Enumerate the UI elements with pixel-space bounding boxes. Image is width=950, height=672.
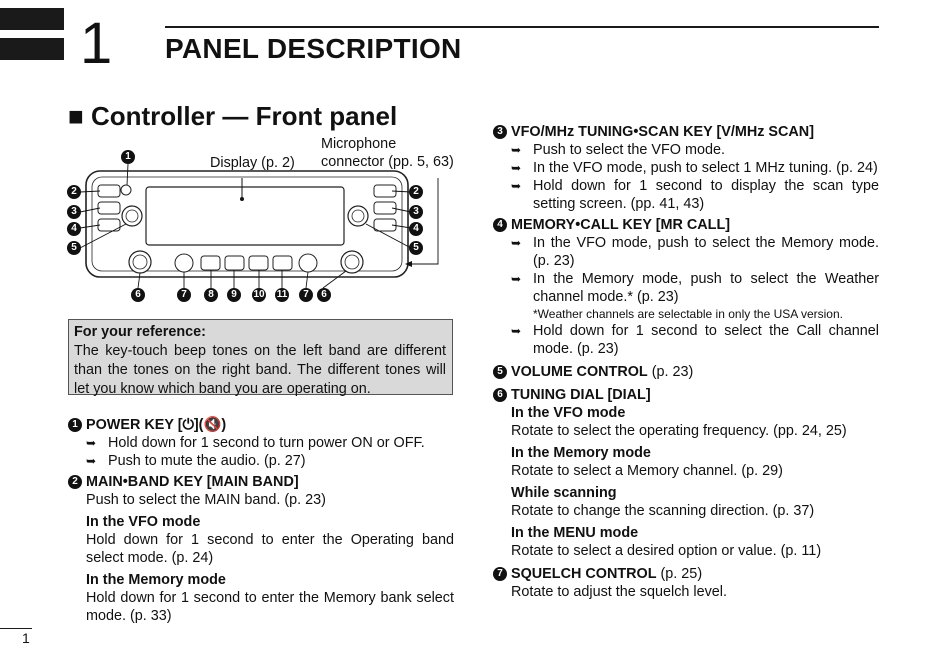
item-number: 6 [493, 388, 507, 402]
callout-number: 4 [67, 222, 81, 236]
sub-heading: In the MENU mode [511, 525, 639, 541]
item-title: VOLUME CONTROL [511, 364, 648, 380]
chapter-number: 1 [80, 11, 113, 76]
left-column [68, 416, 454, 625]
callout-number: 1 [121, 150, 135, 164]
front-panel-diagram [66, 138, 456, 308]
callout-number: 9 [227, 288, 241, 302]
arrow-bullet-icon: ➥ [511, 179, 522, 193]
display-label: Display (p. 2) [210, 155, 295, 171]
arrow-bullet-icon: ➥ [511, 143, 522, 157]
chapter-rule [165, 26, 879, 28]
mic-label-line2: connector (pp. 5, 63) [321, 154, 454, 170]
bullet: ➥ In the VFO mode, push to select 1 MHz tuning. (p. 24) [511, 160, 878, 176]
footnote: *Weather channels are selectable in only the USA version. [533, 307, 843, 321]
mic-label-line1: Microphone [321, 136, 397, 152]
sub-heading: In the VFO mode [86, 514, 201, 530]
footer-rule [0, 628, 32, 629]
callout-number: 5 [409, 241, 423, 255]
chapter-tab-bar-top [0, 8, 64, 30]
bullet: ➥ Hold down for 1 second to turn power ON or OFF. [86, 435, 425, 451]
section-title-text: Controller — Front panel [90, 101, 398, 131]
item-vfo-key [493, 123, 879, 213]
item-memory-call-key [493, 216, 879, 358]
section-title [68, 101, 397, 132]
callout-number: 2 [409, 185, 423, 199]
arrow-bullet-icon: ➥ [511, 161, 522, 175]
item-page-ref: (p. 23) [647, 364, 694, 380]
item-squelch-control [493, 565, 879, 601]
callout-number: 5 [67, 241, 81, 255]
item-title: VFO/MHz TUNING•SCAN KEY [V/MHz SCAN] [511, 124, 814, 140]
item-title: SQUELCH CONTROL [511, 566, 657, 582]
callout-number: 8 [204, 288, 218, 302]
callout-number: 3 [409, 205, 423, 219]
chapter-title: PANEL DESCRIPTION [165, 33, 462, 64]
arrow-bullet-icon: ➥ [511, 324, 522, 338]
reference-title: For your reference: [74, 324, 206, 340]
callout-number: 11 [276, 289, 288, 300]
bullet: ➥ Hold down for 1 second to display the scan type setting screen. (pp. 41, 43) [511, 178, 879, 212]
callout-number: 7 [177, 288, 191, 302]
item-text: Rotate to select the operating frequency. (pp. 24, 25) [511, 423, 847, 439]
sub-heading: While scanning [511, 485, 617, 501]
item-text: Push to select the MAIN band. (p. 23) [86, 492, 326, 508]
bullet: ➥ Push to select the VFO mode. [511, 142, 725, 158]
callout-number: 3 [67, 205, 81, 219]
item-text: Rotate to change the scanning direction. (p. 37) [511, 503, 815, 519]
arrow-bullet-icon: ➥ [86, 454, 97, 468]
sub-heading: In the VFO mode [511, 405, 626, 421]
item-main-band-key [68, 473, 454, 625]
bullet: ➥ In the VFO mode, push to select the Memory mode. (p. 23) [511, 235, 879, 269]
item-text: Hold down for 1 second to enter the Operating band select mode. (p. 24) [86, 532, 454, 566]
callout-number: 2 [67, 185, 81, 199]
item-page-ref: (p. 25) [656, 566, 703, 582]
callout-number: 7 [299, 288, 313, 302]
item-title: MEMORY•CALL KEY [MR CALL] [511, 217, 731, 233]
item-number: 7 [493, 567, 507, 581]
item-number: 2 [68, 475, 82, 489]
item-title: MAIN•BAND KEY [MAIN BAND] [86, 474, 299, 490]
item-text: Hold down for 1 second to enter the Memory bank select mode. (p. 33) [86, 590, 454, 624]
reference-text: The key-touch beep tones on the left band are different than the tones on the right band. The different tones will let you know which band you are operating on. [74, 343, 446, 397]
arrow-bullet-icon: ➥ [511, 236, 522, 250]
bullet: ➥ Hold down for 1 second to select the Call channel mode. (p. 23) [511, 323, 879, 357]
reference-box [68, 319, 453, 395]
bullet: ➥ In the Memory mode, push to select the Weather channel mode.* (p. 23) [511, 271, 879, 305]
callout-number: 6 [317, 288, 331, 302]
sub-heading: In the Memory mode [86, 572, 226, 588]
callout-number: 4 [409, 222, 423, 236]
item-number: 5 [493, 365, 507, 379]
item-number: 4 [493, 218, 507, 232]
arrow-bullet-icon: ➥ [511, 272, 522, 286]
page-number: 1 [22, 630, 30, 646]
callout-number: 10 [253, 289, 265, 300]
callout-number: 6 [131, 288, 145, 302]
item-title: TUNING DIAL [DIAL] [511, 387, 651, 403]
item-number: 1 [68, 418, 82, 432]
arrow-bullet-icon: ➥ [86, 436, 97, 450]
item-power-key [68, 416, 454, 470]
item-volume-control [493, 363, 879, 381]
item-title: POWER KEY [⏻](🔇) [86, 417, 227, 433]
item-number: 3 [493, 125, 507, 139]
right-column [493, 123, 879, 601]
bullet: ➥ Push to mute the audio. (p. 27) [86, 453, 306, 469]
item-text: Rotate to select a desired option or value. (p. 11) [511, 543, 822, 559]
sub-heading: In the Memory mode [511, 445, 651, 461]
item-text: Rotate to select a Memory channel. (p. 29) [511, 463, 783, 479]
section-marker: ■ [68, 101, 84, 131]
chapter-tab-bar-bottom [0, 38, 64, 60]
item-tuning-dial [493, 386, 879, 560]
item-text: Rotate to adjust the squelch level. [511, 584, 727, 600]
